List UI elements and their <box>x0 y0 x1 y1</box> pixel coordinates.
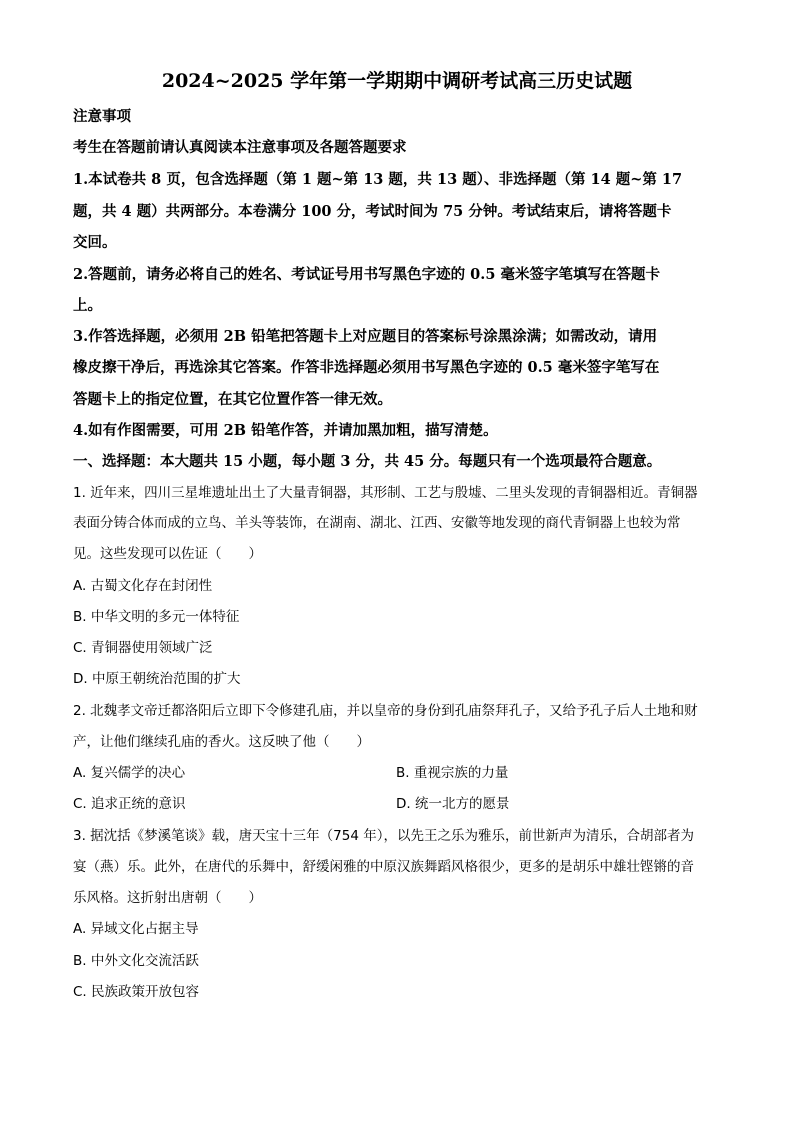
question-2-option-d: D. 统一北方的愿景 <box>396 796 510 812</box>
question-1-stem-line-1: 1. 近年来，四川三星堆遗址出土了大量青铜器，其形制、工艺与殷墟、二里头发现的青铜器相近。青铜器 <box>73 485 698 501</box>
notice-item-1-line-2: 题，共 4 题）共两部分。本卷满分 100 分，考试时间为 75 分钟。考试结束后，请将答题卡 <box>73 203 672 220</box>
question-1-option-d: D. 中原王朝统治范围的扩大 <box>73 671 241 687</box>
notice-item-3-line-3: 答题卡上的指定位置，在其它位置作答一律无效。 <box>73 391 392 408</box>
question-1-stem-line-3: 见。这些发现可以佐证（ ） <box>73 546 262 562</box>
notice-item-3-line-2: 橡皮擦干净后，再选涂其它答案。作答非选择题必须用书写黑色字迹的 0.5 毫米签字笔写在 <box>73 359 660 376</box>
question-2-stem-line-2: 产，让他们继续孔庙的香火。这反映了他（ ） <box>73 734 370 750</box>
question-1-option-c: C. 青铜器使用领域广泛 <box>73 640 213 656</box>
notice-item-2-line-1: 2.答题前，请务必将自己的姓名、考试证号用书写黑色字迹的 0.5 毫米签字笔填写在答题卡 <box>73 266 660 283</box>
notice-intro: 考生在答题前请认真阅读本注意事项及各题答题要求 <box>73 139 407 156</box>
question-1-option-b: B. 中华文明的多元一体特征 <box>73 609 240 625</box>
question-2-option-b: B. 重视宗族的力量 <box>396 765 509 781</box>
question-3-stem-line-1: 3. 据沈括《梦溪笔谈》载，唐天宝十三年（754 年），以先王之乐为雅乐，前世新声为清乐，合胡部者为 <box>73 828 694 844</box>
question-3-option-b: B. 中外文化交流活跃 <box>73 953 199 969</box>
notice-item-4-line-1: 4.如有作图需要，可用 2B 铅笔作答，并请加黑加粗，描写清楚。 <box>73 422 498 439</box>
question-1-option-a: A. 古蜀文化存在封闭性 <box>73 578 213 594</box>
question-3-option-a: A. 异域文化占据主导 <box>73 921 199 937</box>
page-title: 2024~2025 学年第一学期期中调研考试高三历史试题 <box>161 70 633 92</box>
question-1-stem-line-2: 表面分铸合体而成的立鸟、羊头等装饰，在湖南、湖北、江西、安徽等地发现的商代青铜器上也较为常 <box>73 515 681 531</box>
notice-item-1-line-3: 交回。 <box>73 234 117 251</box>
question-3-stem-line-2: 宴（燕）乐。此外，在唐代的乐舞中，舒缓闲雅的中原汉族舞蹈风格很少，更多的是胡乐中雄壮铿锵的音 <box>73 859 694 875</box>
question-2-option-c: C. 追求正统的意识 <box>73 796 186 812</box>
section-heading: 一、选择题：本大题共 15 小题，每小题 3 分，共 45 分。每题只有一个选项最符合题意。 <box>73 453 662 470</box>
notice-item-3-line-1: 3.作答选择题，必须用 2B 铅笔把答题卡上对应题目的答案标号涂黑涂满；如需改动，请用 <box>73 328 658 345</box>
question-3-stem-line-3: 乐风格。这折射出唐朝（ ） <box>73 890 262 906</box>
question-2-option-a: A. 复兴儒学的决心 <box>73 765 186 781</box>
notice-heading: 注意事项 <box>73 108 131 125</box>
notice-item-1-line-1: 1.本试卷共 8 页，包含选择题（第 1 题~第 13 题，共 13 题）、非选择题（第 14 题~第 17 <box>73 171 683 188</box>
question-2-stem-line-1: 2. 北魏孝文帝迁都洛阳后立即下令修建孔庙，并以皇帝的身份到孔庙祭拜孔子，又给予孔子后人土地和财 <box>73 703 698 719</box>
question-3-option-c: C. 民族政策开放包容 <box>73 984 200 1000</box>
notice-item-2-line-2: 上。 <box>73 297 102 314</box>
